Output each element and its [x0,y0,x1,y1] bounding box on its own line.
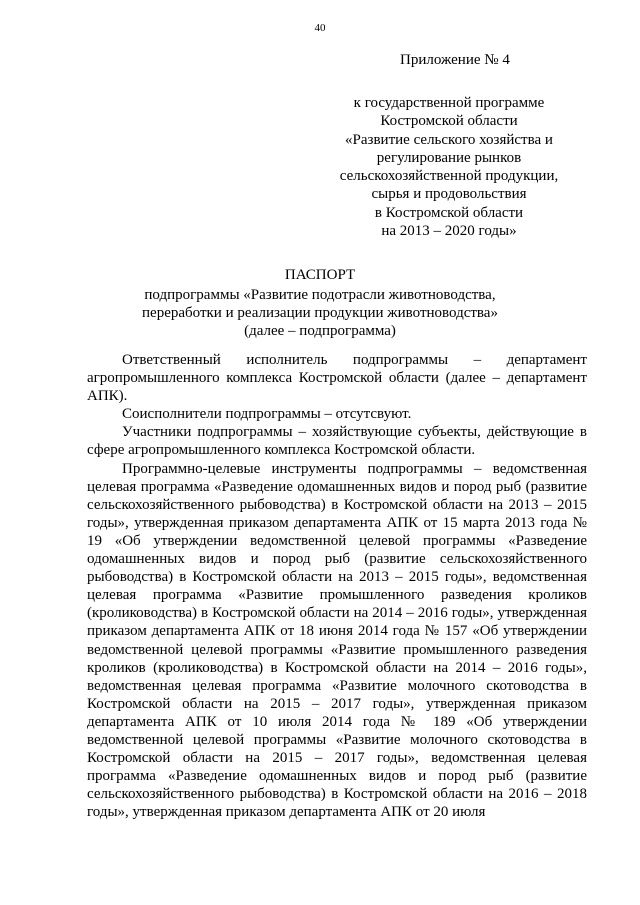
paragraph-program-instruments: Программно-целевые инструменты подпрограммы – ведомственная целевая программа «Разведение одомашненных видов и пород рыб (развитие сельскохозяйственного рыбоводства) в Костромской области на 2013 – 2015 годы», утвержденная приказом департамента АПК от 15 марта 2013 года № 19 «Об утверждении ведомственной целевой программы «Разведение одомашненных видов и пород рыб (развитие сельскохозяйственного рыбоводства) в Костромской области на 2013 – 2015 годы», ведомственная целевая программа «Развитие промышленного разведения кроликов (кролиководства) в Костромской области на 2014 – 2016 годы», утвержденная приказом департамента АПК от 18 июня 2014 года № 157 «Об утверждении ведомственной целевой программы «Развитие промышленного разведения кроликов (кролиководства) в Костромской области на 2014 – 2016 годы», ведомственная целевая программа «Развитие молочного скотоводства в Костромской области на 2015 – 2017 годы», утвержденная приказом департамента АПК от 10 июля 2014 года № 189 «Об утверждении ведомственной целевой программы «Развитие молочного скотоводства в Костромской области на 2015 – 2017 годы», ведомственная целевая программа «Разведение одомашненных видов и пород рыб (развитие сельскохозяйственного рыбоводства) в Костромской области на 2016 – 2018 годы», утвержденная приказом департамента АПК от 20 июля [87,460,587,821]
appendix-reference-line: на 2013 – 2020 годы» [381,223,517,240]
paragraph-participants: Участники подпрограммы – хозяйствующие субъекты, действующие в сфере агропромышленного комплекса Костромской области. [87,424,587,459]
page-number: 40 [314,22,326,34]
paragraph-responsible-executor: Ответственный исполнитель подпрограммы – департамент агропромышленного комплекса Костромской области (далее – департамент АПК). [87,352,587,405]
appendix-reference-line: сырья и продовольствия [371,186,527,203]
passport-heading [0,266,640,340]
appendix-reference-line: сельскохозяйственной продукции, [339,168,559,185]
appendix-reference-line: в Костромской области [374,204,524,221]
body-text [87,351,587,821]
appendix-reference-line: к государственной программе [353,95,545,111]
passport-subtitle-line: (далее – подпрограмма) [244,323,396,339]
appendix-title: Приложение № 4 [400,52,510,68]
paragraph-co-executors: Соисполнители подпрограммы – отсутсвуют. [122,406,412,423]
passport-subtitle-line: подпрограммы «Развитие подотрасли животноводства, [144,287,496,303]
appendix-reference-line: Костромской области [380,113,518,130]
passport-title: ПАСПОРТ [284,267,356,283]
appendix-reference-line: «Развитие сельского хозяйства и [345,131,553,148]
passport-subtitle-line: переработки и реализации продукции животноводства» [142,305,498,321]
appendix-reference [320,94,578,240]
appendix-reference-line: регулирование рынков [376,149,522,166]
